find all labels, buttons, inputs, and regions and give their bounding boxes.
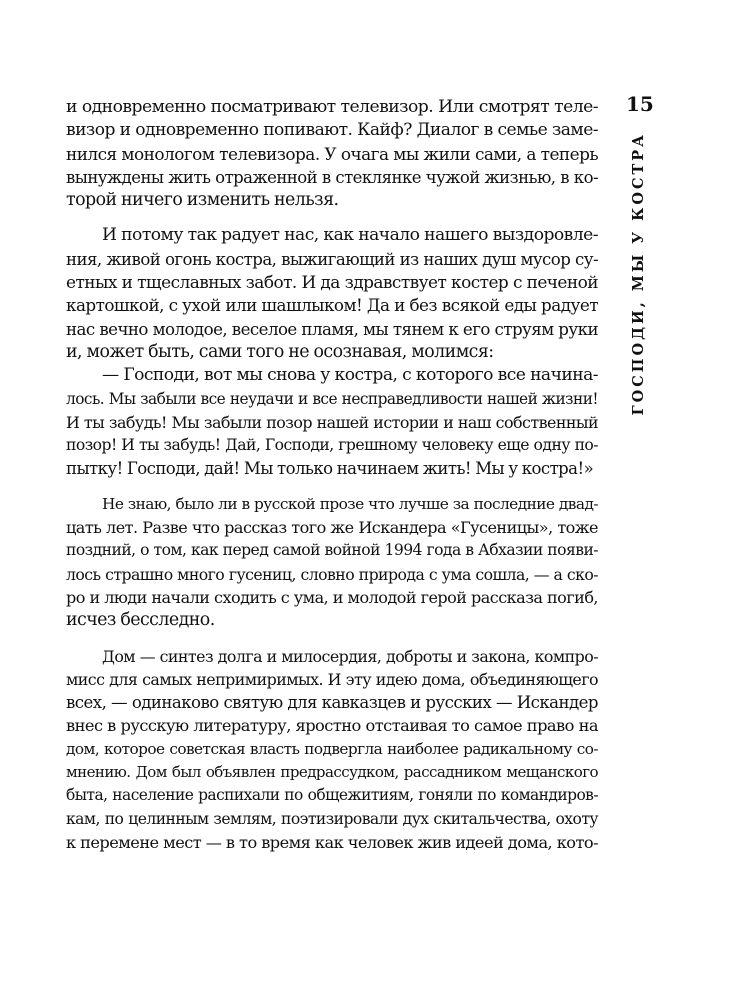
text-line: И ты забудь! Мы забыли позор нашей истории и наш собственный xyxy=(66,412,598,432)
text-line: Не знаю, было ли в русской прозе что лучше за последние двад- xyxy=(102,494,598,513)
running-head xyxy=(626,132,650,416)
text-line: и одновременно посматривают телевизор. Или смотрят теле- xyxy=(66,97,598,117)
text-line: ро и люди начали сходить с ума, и молодой герой рассказа погиб, xyxy=(66,587,598,607)
paragraph xyxy=(66,645,598,855)
text-line: визор и одновременно попивают. Кайф? Диалог в семье заме- xyxy=(66,120,598,141)
text-line: нился монологом телевизора. У очага мы жили сами, а теперь xyxy=(66,143,598,164)
text-line: исчез бесследно. xyxy=(66,610,215,631)
body-text xyxy=(66,96,598,854)
page-number: 15 xyxy=(626,92,654,116)
text-line: всех, — одинаково святую для кавказцев и русских — Искандер xyxy=(66,693,598,713)
text-line: И потому так радует нас, как начало нашего выздоровле- xyxy=(102,225,598,246)
text-line: ния, живой огонь костра, выжигающий из наших душ мусор су- xyxy=(66,249,598,269)
text-line: поздний, о том, как перед самой войной 1994 года в Абхазии появи- xyxy=(66,541,598,560)
text-line: Дом — синтез долга и милосердия, доброты и закона, компро- xyxy=(102,646,598,666)
text-line: нас вечно молодое, веселое пламя, мы тянем к его струям руки xyxy=(66,319,598,339)
text-line: быта, население распихали по общежитиям, гоняли по командиров- xyxy=(66,786,598,805)
text-line: — Господи, вот мы снова у костра, с которого все начина- xyxy=(102,365,598,386)
text-line: лось страшно много гусениц, словно природа с ума сошла, — а ско- xyxy=(66,564,598,584)
paragraph xyxy=(66,493,598,633)
text-line: позор! И ты забудь! Дай, Господи, грешному человеку еще одну по- xyxy=(66,436,598,455)
text-line: картошкой, с ухой или шашлыком! Да и без всякой еды радует xyxy=(66,295,598,316)
text-line: кам, по целинным землям, поэтизировали дух скитальчества, охоту xyxy=(66,809,598,828)
running-head-text: ГОСПОДИ, МЫ У КОСТРА xyxy=(629,132,647,416)
text-line: мисс для самых непримиримых. И эту идею дома, объединяющего xyxy=(66,669,598,689)
text-line: дом, которое советская власть подвергла наиболее радикальному со- xyxy=(66,739,598,758)
text-line: цать лет. Разве что рассказ того же Искандера «Гусеницы», тоже xyxy=(66,518,598,538)
paragraph xyxy=(66,96,598,212)
text-line: пытку! Господи, дай! Мы только начинаем жить! Мы у костра!» xyxy=(66,459,594,479)
text-line: етных и тщеславных забот. И да здравствует костер с печеной xyxy=(66,272,598,293)
text-line: внес в русскую литературу, яростно отстаивая то самое право на xyxy=(66,716,598,736)
text-line: и, может быть, сами того не осознавая, молимся: xyxy=(66,341,494,362)
text-line: мнению. Дом был объявлен предрассудком, рассадником мещанского xyxy=(66,763,598,782)
text-line: лось. Мы забыли все неудачи и все несправедливости нашей жизни! xyxy=(66,389,598,408)
text-line: вынуждены жить отраженной в стеклянке чужой жизнью, в ко- xyxy=(66,167,598,187)
text-line: торой ничего изменить нельзя. xyxy=(66,190,339,211)
paragraph xyxy=(66,224,598,480)
text-line: к перемене мест — в то время как человек жив идеей дома, кото- xyxy=(66,832,598,852)
